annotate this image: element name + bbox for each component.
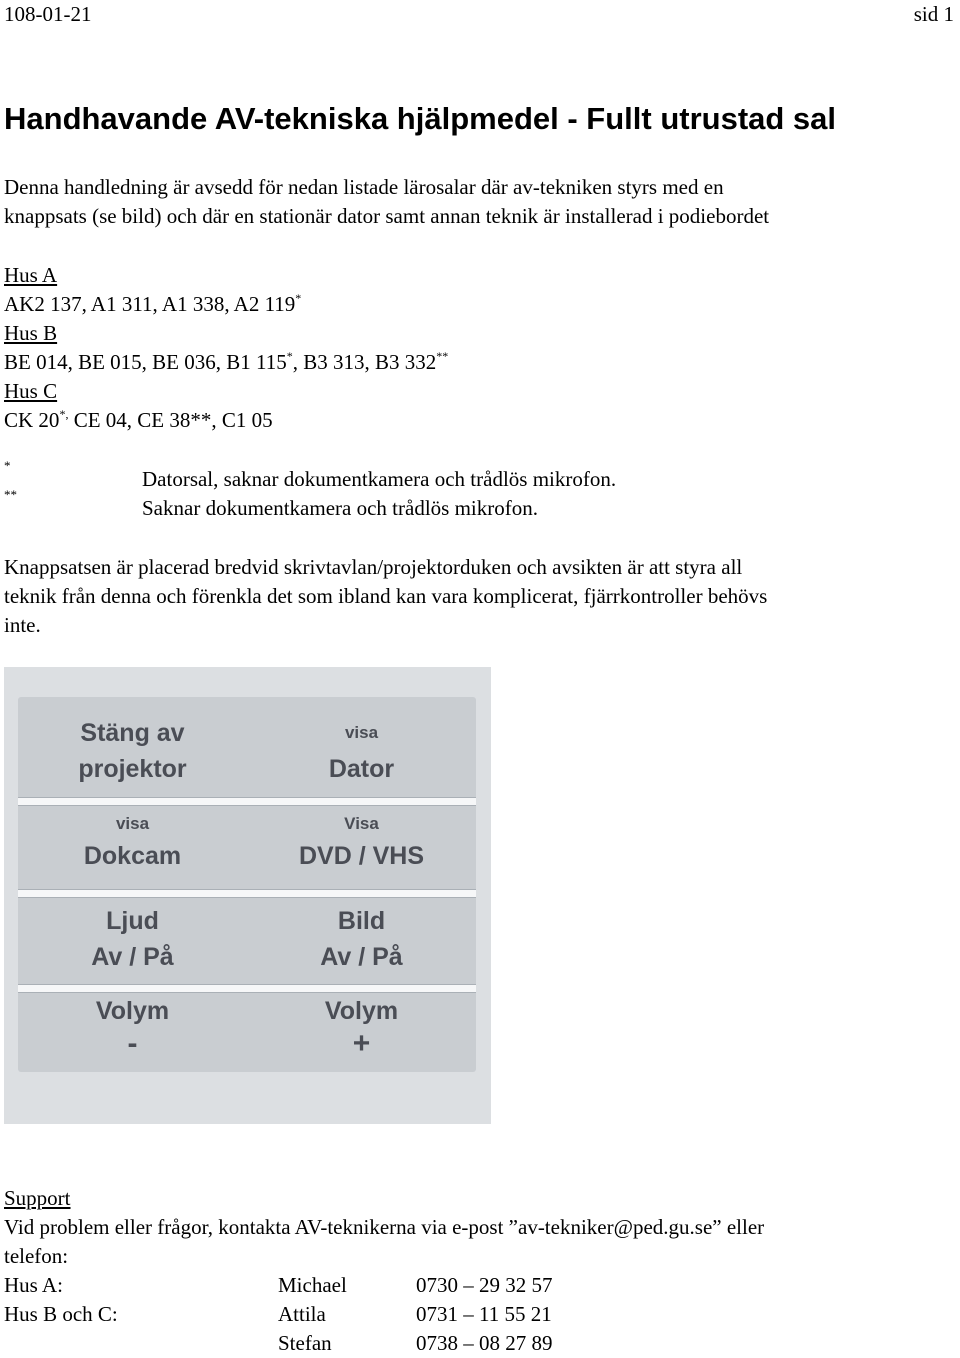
- contact-name-attila: Attila: [278, 1302, 326, 1326]
- hus-b-mark-1: *: [286, 349, 293, 363]
- keypad-divider-3: [18, 984, 476, 993]
- footnote-mark-1: *: [4, 458, 11, 473]
- footnote-mark-2: **: [4, 487, 17, 502]
- hus-b-rooms: [4, 348, 448, 380]
- keypad-label-visa-dator-small: visa: [344, 723, 379, 742]
- keypad-label-dator: Dator: [328, 755, 395, 783]
- support-heading: Support: [4, 1186, 71, 1210]
- keypad-label-volym-plus: Volym: [324, 997, 399, 1025]
- keypad-divider-2: [18, 889, 476, 898]
- hus-c-rooms: [4, 406, 273, 438]
- contact-phone-stefan: 0738 – 08 27 89: [416, 1331, 553, 1355]
- hus-c-rooms-text-1: CK 20: [4, 408, 60, 432]
- contact-house-b-c: Hus B och C:: [4, 1302, 118, 1326]
- keypad-label-projektor: projektor: [78, 755, 187, 783]
- hus-c-heading: Hus C: [4, 379, 58, 403]
- hus-c-mark-1: *,: [59, 407, 69, 421]
- keypad-label-bild-av-pa: Av / På: [320, 943, 403, 971]
- hus-b-rooms-text-1: BE 014, BE 015, BE 036, B1 115: [4, 350, 287, 374]
- support-line-2: telefon:: [4, 1244, 69, 1268]
- hus-b-heading: Hus B: [4, 321, 58, 345]
- contact-phone-attila: 0731 – 11 55 21: [416, 1302, 552, 1326]
- hus-a-rooms-text: AK2 137, A1 311, A1 338, A2 119: [4, 292, 296, 316]
- keypad-label-minus: -: [127, 1027, 138, 1060]
- support-line-1: Vid problem eller frågor, kontakta AV-teknikerna via e-post ”av-tekniker@ped.gu.se” eller: [4, 1215, 765, 1239]
- keypad-plate: [18, 697, 476, 1072]
- keypad-text-line-3: inte.: [4, 613, 41, 637]
- keypad-label-bild: Bild: [337, 907, 386, 935]
- hus-c-rooms-text-2: CE 04, CE 38**, C1 05: [68, 408, 273, 432]
- contact-house-a: Hus A:: [4, 1273, 63, 1297]
- footnote-text-1: Datorsal, saknar dokumentkamera och trådlös mikrofon.: [142, 467, 617, 491]
- contact-phone-michael: 0730 – 29 32 57: [416, 1273, 553, 1297]
- contact-name-michael: Michael: [278, 1273, 347, 1297]
- keypad-label-stang-av: Stäng av: [80, 719, 185, 747]
- keypad-label-ljud-av-pa: Av / På: [91, 943, 174, 971]
- header-date: 108-01-21: [4, 2, 92, 26]
- keypad-label-dvd-vhs: DVD / VHS: [298, 842, 425, 870]
- hus-b-rooms-text-2: , B3 313, B3 332: [292, 350, 437, 374]
- page-title: Handhavande AV-tekniska hjälpmedel - Fullt utrustad sal: [4, 101, 837, 136]
- keypad-text-line-1: Knappsatsen är placerad bredvid skrivtavlan/projektorduken och avsikten är att styra all: [4, 555, 743, 579]
- keypad-label-dokcam: Dokcam: [83, 842, 182, 870]
- page-number: sid 1: [913, 2, 954, 26]
- hus-a-mark: *: [295, 291, 302, 305]
- intro-line-1: Denna handledning är avsedd för nedan listade lärosalar där av-tekniken styrs med en: [4, 175, 724, 199]
- hus-b-mark-2: **: [436, 349, 449, 363]
- keypad-label-plus: +: [352, 1027, 371, 1060]
- hus-a-rooms: [4, 290, 301, 322]
- footnote-text-2: Saknar dokumentkamera och trådlös mikrofon.: [142, 496, 538, 520]
- intro-line-2: knappsats (se bild) och där en stationär dator samt annan teknik är installerad i podiebordet: [4, 204, 770, 228]
- keypad-photo: [4, 667, 491, 1124]
- keypad-label-ljud: Ljud: [106, 907, 159, 935]
- keypad-text-line-2: teknik från denna och förenkla det som ibland kan vara komplicerat, fjärrkontroller behövs: [4, 584, 768, 608]
- keypad-label-visa-dokcam-small: visa: [115, 814, 150, 833]
- keypad-label-volym-minus: Volym: [95, 997, 170, 1025]
- keypad-divider-1: [18, 797, 476, 806]
- contact-name-stefan: Stefan: [278, 1331, 332, 1355]
- hus-a-heading: Hus A: [4, 263, 58, 287]
- keypad-label-visa-dvd-small: Visa: [344, 814, 379, 833]
